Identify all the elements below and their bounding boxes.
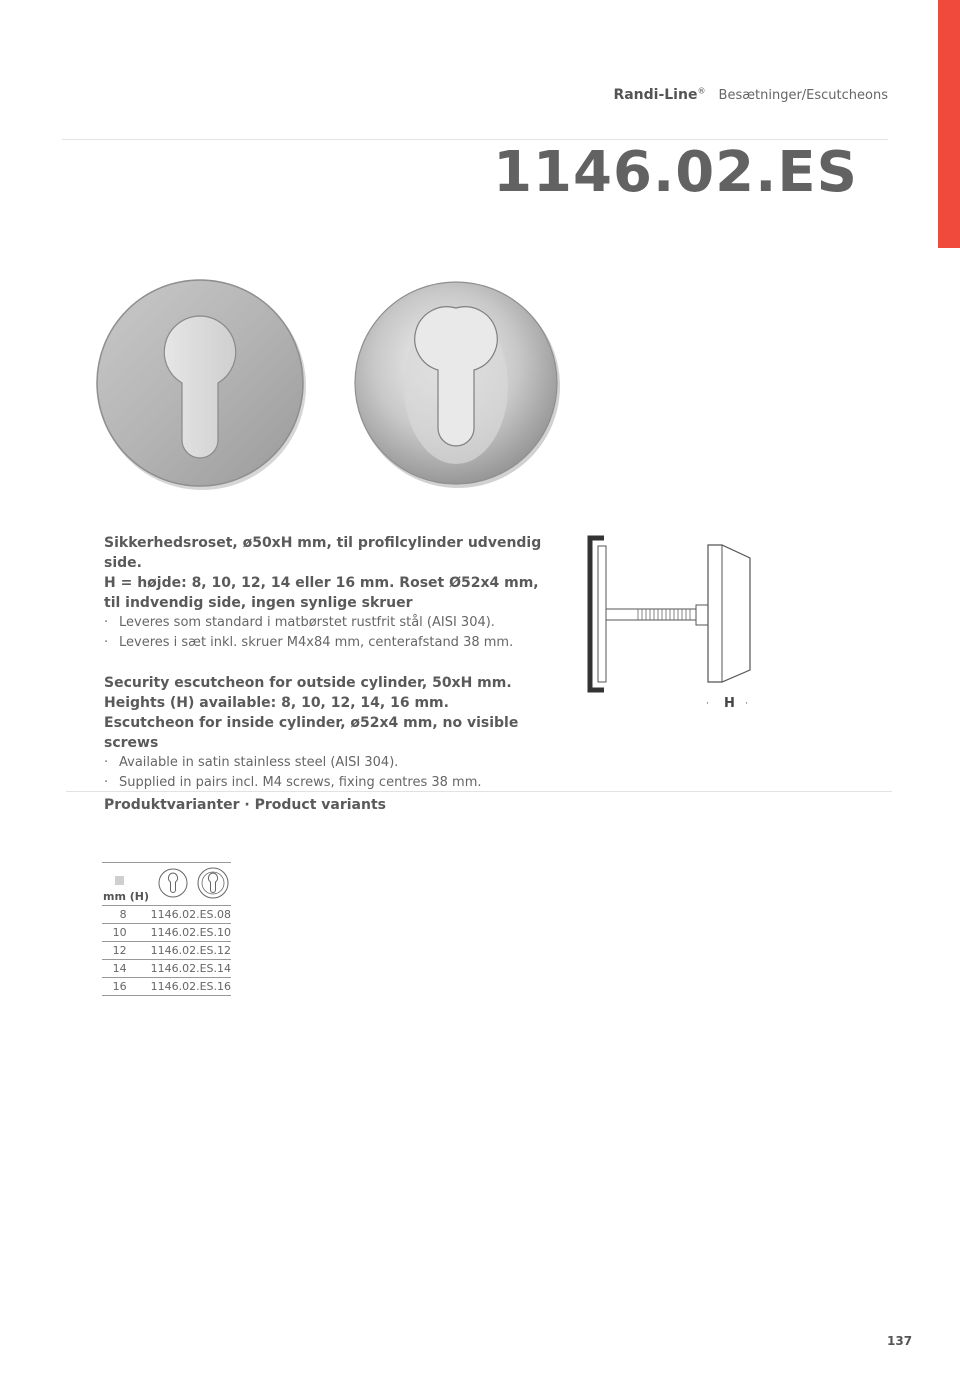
section-divider [66, 791, 892, 792]
svg-text:·: · [706, 699, 709, 709]
product-photo-pair [90, 278, 570, 498]
description-en-bullets [104, 753, 564, 793]
table-row [102, 942, 231, 960]
cross-section-drawing [580, 532, 780, 722]
product-code: 1146.02.ES [493, 140, 858, 205]
column-header-height: mm (H) [103, 890, 150, 903]
height-cell: 16 [112, 980, 127, 993]
page-number: 137 [887, 1334, 913, 1348]
code-cell: 1146.02.ES.08 [150, 908, 231, 921]
technical-drawing [580, 532, 780, 726]
flat-escutcheon-icon [158, 867, 188, 899]
svg-text:·: · [745, 699, 748, 709]
raised-escutcheon-icon [197, 867, 229, 899]
description-da-line: til indvendig side, ingen synlige skruer [104, 595, 413, 611]
code-cell: 1146.02.ES.10 [150, 926, 231, 939]
height-cell: 10 [112, 926, 127, 939]
code-cell: 1146.02.ES.16 [150, 980, 231, 993]
bullet-item: · Available in satin stainless steel (AISI 304). [104, 755, 399, 770]
bullet-item: · Supplied in pairs incl. M4 screws, fixing centres 38 mm. [104, 775, 482, 790]
dimension-label: H [724, 696, 735, 711]
code-cell: 1146.02.ES.12 [150, 944, 231, 957]
chapter-tab [938, 0, 960, 248]
section-name: Besætninger/Escutcheons [718, 88, 888, 103]
table-header [102, 863, 231, 906]
flat-escutcheon-icon [97, 280, 306, 490]
description-en-line: Escutcheon for inside cylinder, ø52x4 mm, no visible screws [104, 715, 519, 751]
table-row [102, 978, 231, 996]
height-cell: 8 [119, 908, 127, 921]
variants-title: Produktvarianter · Product variants [104, 797, 386, 813]
page-header [613, 84, 888, 103]
description-en-line: Security escutcheon for outside cylinder, 50xH mm. [104, 675, 512, 691]
description-en-line: Heights (H) available: 8, 10, 12, 14, 16 mm. [104, 695, 449, 711]
code-cell: 1146.02.ES.14 [150, 962, 231, 975]
table-row [102, 924, 231, 942]
brand-name: Randi-Line® [613, 86, 706, 103]
square-icon [115, 876, 124, 885]
product-photos [90, 278, 570, 502]
height-cell: 14 [112, 962, 127, 975]
description-da-line: Sikkerhedsroset, ø50xH mm, til profilcylinder udvendig side. [104, 535, 542, 571]
description-da-bullets [104, 613, 564, 653]
variants-table [102, 862, 231, 996]
raised-escutcheon-icon [355, 282, 560, 488]
height-cell: 12 [112, 944, 127, 957]
table-row [102, 960, 231, 978]
description-da-line: H = højde: 8, 10, 12, 14 eller 16 mm. Roset Ø52x4 mm, [104, 575, 539, 591]
bullet-item: · Leveres som standard i matbørstet rustfrit stål (AISI 304). [104, 615, 495, 630]
table-row [102, 906, 231, 924]
bullet-item: · Leveres i sæt inkl. skruer M4x84 mm, centerafstand 38 mm. [104, 635, 514, 650]
product-description [104, 533, 564, 793]
